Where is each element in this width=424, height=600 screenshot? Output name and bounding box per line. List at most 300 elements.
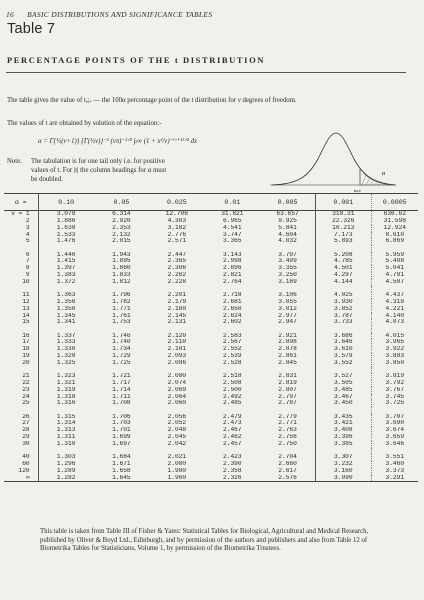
value-cell: 2.132 bbox=[112, 231, 131, 238]
value-cell: 3.421 bbox=[316, 420, 371, 427]
value-cell: 3.467 bbox=[316, 394, 371, 401]
value-cell: 2.750 bbox=[278, 440, 297, 447]
value-cell: 4.073 bbox=[371, 319, 418, 326]
value-cell: 1.671 bbox=[112, 460, 131, 467]
value-cell: 3.182 bbox=[167, 224, 187, 231]
value-cell: 3.106 bbox=[278, 292, 297, 299]
value-cell: 1.313 bbox=[38, 427, 93, 434]
value-cell: 1.303 bbox=[38, 454, 93, 461]
value-cell: 3.850 bbox=[371, 360, 418, 367]
value-cell: 3.646 bbox=[371, 441, 418, 448]
df-cell: 17 bbox=[22, 339, 30, 346]
value-cell: 4.501 bbox=[316, 265, 371, 272]
table-title: PERCENTAGE POINTS OF THE t DISTRIBUTION bbox=[7, 55, 266, 65]
df-cell: 16 bbox=[22, 332, 30, 339]
value-cell: 2.583 bbox=[223, 332, 242, 339]
table-row bbox=[4, 414, 418, 421]
value-cell: 1.706 bbox=[112, 413, 131, 420]
table-row bbox=[4, 238, 418, 245]
value-cell: 1.318 bbox=[38, 394, 93, 401]
value-cell: 3.883 bbox=[371, 353, 418, 360]
value-cell: 2.086 bbox=[167, 359, 187, 366]
table-row bbox=[4, 380, 418, 387]
value-cell: 3.733 bbox=[316, 319, 371, 326]
value-cell: 2.831 bbox=[278, 373, 297, 380]
value-cell: 4.015 bbox=[371, 333, 418, 340]
value-cell: 2.771 bbox=[278, 420, 297, 427]
note bbox=[7, 157, 232, 184]
table-row bbox=[4, 265, 418, 272]
value-cell: 2.048 bbox=[167, 427, 187, 434]
df-cell: 28 bbox=[22, 427, 30, 434]
df-cell: 25 bbox=[22, 400, 30, 407]
value-cell: 31.821 bbox=[221, 210, 244, 217]
value-cell: 1.812 bbox=[112, 278, 131, 285]
value-cell: 3.965 bbox=[371, 339, 418, 346]
value-cell: 1.725 bbox=[112, 359, 131, 366]
value-cell: 1.350 bbox=[38, 306, 93, 313]
value-cell: 2.467 bbox=[223, 427, 242, 434]
value-cell: 2.756 bbox=[278, 434, 297, 441]
value-cell: 12.706 bbox=[165, 210, 188, 217]
table-row bbox=[4, 292, 418, 299]
value-cell: 3.291 bbox=[371, 475, 418, 482]
df-cell: 19 bbox=[22, 353, 30, 360]
value-cell: 10.213 bbox=[316, 225, 371, 232]
value-cell: 2.650 bbox=[223, 305, 242, 312]
defining-equation: α = Γ{½(ν+1)} {Γ(½ν)}⁻¹ (νπ)⁻¹ᐟ² ∫ₜ∞ (1 + x²/ν)⁻⁽ᵛ⁺¹⁾ᐟ² dx bbox=[38, 138, 198, 145]
df-cell: 22 bbox=[22, 379, 30, 386]
value-cell: 2.069 bbox=[167, 386, 187, 393]
column-header: 0.10 bbox=[38, 194, 93, 211]
value-cell: 6.869 bbox=[371, 238, 418, 245]
value-cell: 2.567 bbox=[223, 339, 242, 346]
table-row bbox=[4, 427, 418, 434]
value-cell: 4.221 bbox=[371, 306, 418, 313]
value-cell: 2.462 bbox=[223, 434, 242, 441]
source-footnote: This table is taken from Table III of Fisher & Yates: Statistical Tables for Biological, Agricultural and Medical Research, published by Oliver & Boyd Ltd., Edinburgh, and by permission of the authors and publishers and also from Table 12 of Biometrika Tables for Statisticians, Volume 1, by permission of the Biometrika Trustees. bbox=[40, 528, 369, 553]
value-cell: 2.074 bbox=[167, 379, 187, 386]
value-cell: 1.960 bbox=[149, 475, 204, 482]
value-cell: 3.450 bbox=[316, 400, 371, 407]
value-cell: 2.021 bbox=[167, 454, 187, 461]
value-cell: 5.959 bbox=[371, 252, 418, 259]
table-row bbox=[4, 299, 418, 306]
value-cell: 2.878 bbox=[278, 346, 297, 353]
value-cell: 31.598 bbox=[371, 218, 418, 225]
value-cell: 2.358 bbox=[223, 467, 242, 474]
value-cell: 4.541 bbox=[223, 224, 242, 231]
df-cell: 30 bbox=[22, 440, 30, 447]
note-line-2: values of t. For |t| the column headings for α must bbox=[31, 167, 167, 174]
value-cell: 3.707 bbox=[371, 414, 418, 421]
value-cell: 1.337 bbox=[38, 333, 93, 340]
value-cell: 1.714 bbox=[112, 386, 131, 393]
value-cell: 2.479 bbox=[223, 413, 242, 420]
value-cell: 2.998 bbox=[223, 258, 242, 265]
value-cell: 1.886 bbox=[38, 218, 93, 225]
value-cell: 12.924 bbox=[371, 225, 418, 232]
df-cell: 20 bbox=[22, 359, 30, 366]
value-cell: 3.707 bbox=[278, 251, 297, 258]
value-cell: 1.833 bbox=[112, 272, 131, 279]
value-cell: 2.660 bbox=[278, 460, 297, 467]
value-cell: 3.852 bbox=[316, 306, 371, 313]
value-cell: 2.179 bbox=[167, 298, 187, 305]
value-cell: 6.965 bbox=[223, 217, 242, 224]
value-cell: 1.782 bbox=[112, 298, 131, 305]
value-cell: 3.396 bbox=[316, 434, 371, 441]
value-cell: 3.792 bbox=[371, 380, 418, 387]
df-cell: 18 bbox=[22, 346, 30, 353]
value-cell: 2.571 bbox=[167, 238, 187, 245]
value-cell: 1.980 bbox=[167, 467, 187, 474]
value-cell: 3.232 bbox=[316, 461, 371, 468]
df-cell: 9 bbox=[25, 272, 30, 279]
value-cell: 2.576 bbox=[260, 475, 315, 482]
table-row bbox=[4, 211, 418, 218]
value-cell: 2.045 bbox=[167, 434, 187, 441]
df-cell: 6 bbox=[25, 251, 30, 258]
value-cell: 1.895 bbox=[112, 258, 131, 265]
value-cell: 3.355 bbox=[278, 265, 297, 272]
value-cell: 4.587 bbox=[371, 279, 418, 286]
df-cell: 24 bbox=[22, 393, 30, 400]
value-cell: 2.624 bbox=[223, 312, 242, 319]
value-cell: 1.282 bbox=[38, 475, 93, 482]
value-cell: 3.499 bbox=[278, 258, 297, 265]
value-cell: 2.473 bbox=[223, 420, 242, 427]
value-cell: 2.947 bbox=[278, 319, 297, 326]
df-cell: 4 bbox=[25, 231, 30, 238]
df-cell: 8 bbox=[25, 265, 30, 272]
value-cell: 2.120 bbox=[167, 332, 187, 339]
value-cell: 1.717 bbox=[112, 379, 131, 386]
df-cell: 15 bbox=[22, 319, 30, 326]
value-cell: 3.365 bbox=[223, 238, 242, 245]
value-cell: 2.617 bbox=[278, 467, 297, 474]
value-cell: 2.797 bbox=[278, 393, 297, 400]
df-cell: 10 bbox=[22, 278, 30, 285]
value-cell: 1.721 bbox=[112, 373, 131, 380]
value-cell: 3.143 bbox=[223, 251, 242, 258]
value-cell: 63.657 bbox=[276, 210, 299, 217]
value-cell: 2.228 bbox=[167, 278, 187, 285]
value-cell: 1.771 bbox=[112, 305, 131, 312]
table-number: Table 7 bbox=[7, 21, 56, 37]
value-cell: 2.326 bbox=[205, 475, 260, 482]
running-title: BASIC DISTRIBUTIONS AND SIGNIFICANCE TABLES bbox=[27, 10, 213, 19]
table-row bbox=[4, 468, 418, 475]
value-cell: 2.539 bbox=[223, 353, 242, 360]
table-row bbox=[4, 272, 418, 279]
table-header-row bbox=[4, 194, 418, 211]
df-cell: 5 bbox=[25, 238, 30, 245]
value-cell: 1.753 bbox=[112, 319, 131, 326]
table-row bbox=[4, 475, 418, 482]
value-cell: 1.363 bbox=[38, 292, 93, 299]
note-line-1: The tabulation is for one tail only i.e. for positive bbox=[31, 158, 165, 165]
value-cell: 2.306 bbox=[167, 265, 187, 272]
value-cell: 2.602 bbox=[223, 319, 242, 326]
value-cell: 2.492 bbox=[223, 393, 242, 400]
value-cell: 3.090 bbox=[316, 475, 371, 482]
alpha-header-label: α = bbox=[4, 194, 38, 211]
value-cell: 1.943 bbox=[112, 251, 131, 258]
value-cell: 2.101 bbox=[167, 346, 187, 353]
value-cell: 1.328 bbox=[38, 353, 93, 360]
value-cell: 3.551 bbox=[371, 454, 418, 461]
value-cell: 1.397 bbox=[38, 265, 93, 272]
value-cell: 3.169 bbox=[278, 278, 297, 285]
value-cell: 4.297 bbox=[316, 272, 371, 279]
value-cell: 8.610 bbox=[371, 232, 418, 239]
df-cell: 11 bbox=[22, 292, 30, 299]
df-cell: 14 bbox=[22, 312, 30, 319]
table-row bbox=[4, 373, 418, 380]
column-header: 0.001 bbox=[316, 194, 371, 211]
table-row bbox=[4, 441, 418, 448]
value-cell: 22.326 bbox=[316, 218, 371, 225]
value-cell: 2.080 bbox=[167, 373, 187, 380]
table-body bbox=[4, 211, 418, 482]
value-cell: 3.385 bbox=[316, 441, 371, 448]
t-table bbox=[4, 193, 418, 482]
title-rule bbox=[6, 72, 406, 73]
value-cell: 1.761 bbox=[112, 312, 131, 319]
df-cell: ∞ bbox=[4, 475, 38, 482]
table-row bbox=[4, 333, 418, 340]
value-cell: 3.930 bbox=[316, 299, 371, 306]
value-cell: 1.729 bbox=[112, 353, 131, 360]
value-cell: 1.333 bbox=[38, 339, 93, 346]
value-cell: 2.160 bbox=[167, 305, 187, 312]
value-cell: 2.365 bbox=[167, 258, 187, 265]
value-cell: 2.042 bbox=[167, 440, 187, 447]
table-row bbox=[4, 420, 418, 427]
df-cell: 12 bbox=[22, 298, 30, 305]
value-cell: 4.144 bbox=[316, 279, 371, 286]
value-cell: 3.787 bbox=[316, 313, 371, 320]
value-cell: 3.725 bbox=[371, 400, 418, 407]
value-cell: 318.31 bbox=[316, 211, 371, 218]
value-cell: 2.977 bbox=[278, 312, 297, 319]
table-row bbox=[4, 279, 418, 286]
t-label: tα;ν bbox=[354, 188, 361, 193]
value-cell: 1.699 bbox=[112, 434, 131, 441]
value-cell: 2.518 bbox=[223, 373, 242, 380]
table-row bbox=[4, 218, 418, 225]
value-cell: 3.690 bbox=[371, 420, 418, 427]
value-cell: 3.610 bbox=[316, 346, 371, 353]
table-row bbox=[4, 461, 418, 468]
df-cell: 26 bbox=[22, 413, 30, 420]
value-cell: 4.140 bbox=[371, 313, 418, 320]
page-number: 16 bbox=[6, 10, 15, 19]
df-cell: 3 bbox=[25, 224, 30, 231]
value-cell: 1.476 bbox=[38, 238, 93, 245]
value-cell: 1.319 bbox=[38, 387, 93, 394]
value-cell: 1.316 bbox=[38, 400, 93, 407]
table-row bbox=[4, 339, 418, 346]
value-cell: 1.314 bbox=[38, 420, 93, 427]
value-cell: 2.145 bbox=[167, 312, 187, 319]
value-cell: 1.658 bbox=[112, 467, 131, 474]
value-cell: 2.861 bbox=[278, 353, 297, 360]
value-cell: 1.697 bbox=[112, 440, 131, 447]
df-cell: 23 bbox=[22, 386, 30, 393]
table-row bbox=[4, 454, 418, 461]
table-row bbox=[4, 225, 418, 232]
value-cell: 3.674 bbox=[371, 427, 418, 434]
value-cell: 3.659 bbox=[371, 434, 418, 441]
value-cell: 2.052 bbox=[167, 420, 187, 427]
value-cell: 3.686 bbox=[316, 333, 371, 340]
value-cell: 3.307 bbox=[316, 454, 371, 461]
value-cell: 3.747 bbox=[223, 231, 242, 238]
t-distribution-curve-figure bbox=[268, 123, 398, 193]
value-cell: 1.311 bbox=[38, 434, 93, 441]
value-cell: 2.845 bbox=[278, 359, 297, 366]
value-cell: 2.201 bbox=[167, 292, 187, 299]
value-cell: 1.703 bbox=[112, 420, 131, 427]
df-cell: 7 bbox=[25, 258, 30, 265]
values-line: The values of t are obtained by solution of the equation:- bbox=[7, 120, 162, 127]
df-cell: ν = 1 bbox=[11, 210, 30, 217]
value-cell: 1.325 bbox=[38, 360, 93, 367]
df-cell: 60 bbox=[22, 460, 30, 467]
value-cell: 1.315 bbox=[38, 414, 93, 421]
value-cell: 2.898 bbox=[278, 339, 297, 346]
column-header: 0.01 bbox=[205, 194, 260, 211]
value-cell: 5.208 bbox=[316, 252, 371, 259]
value-cell: 1.796 bbox=[112, 292, 131, 299]
value-cell: 3.485 bbox=[316, 387, 371, 394]
column-header: 0.005 bbox=[260, 194, 315, 211]
value-cell: 3.435 bbox=[316, 414, 371, 421]
table-row bbox=[4, 346, 418, 353]
value-cell: 2.920 bbox=[112, 217, 131, 224]
value-cell: 1.734 bbox=[112, 346, 131, 353]
value-cell: 3.745 bbox=[371, 394, 418, 401]
value-cell: 2.000 bbox=[167, 460, 187, 467]
value-cell: 2.821 bbox=[223, 272, 242, 279]
table-row bbox=[4, 232, 418, 239]
value-cell: 4.437 bbox=[371, 292, 418, 299]
table-row bbox=[4, 400, 418, 407]
value-cell: 3.646 bbox=[316, 339, 371, 346]
value-cell: 2.681 bbox=[223, 298, 242, 305]
table-row bbox=[4, 360, 418, 367]
column-header: 0.025 bbox=[149, 194, 204, 211]
value-cell: 3.460 bbox=[371, 461, 418, 468]
value-cell: 1.310 bbox=[38, 441, 93, 448]
table-row bbox=[4, 258, 418, 265]
value-cell: 2.015 bbox=[112, 238, 131, 245]
table-row bbox=[4, 394, 418, 401]
value-cell: 2.500 bbox=[223, 386, 242, 393]
value-cell: 3.408 bbox=[316, 427, 371, 434]
value-cell: 2.110 bbox=[167, 339, 187, 346]
note-label: Note. bbox=[7, 158, 22, 165]
value-cell: 2.060 bbox=[167, 400, 187, 407]
value-cell: 1.345 bbox=[38, 313, 93, 320]
value-cell: 4.318 bbox=[371, 299, 418, 306]
value-cell: 2.056 bbox=[167, 413, 187, 420]
value-cell: 3.527 bbox=[316, 373, 371, 380]
value-cell: 4.785 bbox=[316, 258, 371, 265]
value-cell: 1.708 bbox=[112, 400, 131, 407]
value-cell: 2.447 bbox=[167, 251, 187, 258]
df-cell: 120 bbox=[18, 467, 30, 474]
density-curve bbox=[272, 133, 396, 185]
table-row bbox=[4, 306, 418, 313]
df-cell: 40 bbox=[22, 454, 30, 461]
value-cell: 1.860 bbox=[112, 265, 131, 272]
value-cell: 2.718 bbox=[223, 292, 242, 299]
alpha-label: α bbox=[382, 171, 386, 177]
value-cell: 1.746 bbox=[112, 332, 131, 339]
value-cell: 2.787 bbox=[278, 400, 297, 407]
value-cell: 2.779 bbox=[278, 413, 297, 420]
value-cell: 1.296 bbox=[38, 461, 93, 468]
value-cell: 1.533 bbox=[38, 232, 93, 239]
value-cell: 3.055 bbox=[278, 298, 297, 305]
value-cell: 2.508 bbox=[223, 379, 242, 386]
table-row bbox=[4, 353, 418, 360]
value-cell: 2.457 bbox=[223, 440, 242, 447]
table-row bbox=[4, 387, 418, 394]
running-head bbox=[6, 10, 212, 19]
value-cell: 1.321 bbox=[38, 380, 93, 387]
value-cell: 2.552 bbox=[223, 346, 242, 353]
value-cell: 2.896 bbox=[223, 265, 242, 272]
value-cell: 1.356 bbox=[38, 299, 93, 306]
value-cell: 2.131 bbox=[167, 319, 187, 326]
value-cell: 3.160 bbox=[316, 468, 371, 475]
value-cell: 1.289 bbox=[38, 468, 93, 475]
value-cell: 1.740 bbox=[112, 339, 131, 346]
df-cell: 29 bbox=[22, 434, 30, 441]
value-cell: 1.372 bbox=[38, 279, 93, 286]
value-cell: 2.064 bbox=[167, 393, 187, 400]
value-cell: 2.262 bbox=[167, 272, 187, 279]
value-cell: 5.408 bbox=[371, 258, 418, 265]
value-cell: 3.579 bbox=[316, 353, 371, 360]
value-cell: 2.528 bbox=[223, 359, 242, 366]
value-cell: 7.173 bbox=[316, 232, 371, 239]
value-cell: 1.330 bbox=[38, 346, 93, 353]
value-cell: 3.552 bbox=[316, 360, 371, 367]
value-cell: 4.781 bbox=[371, 272, 418, 279]
value-cell: 1.323 bbox=[38, 373, 93, 380]
value-cell: 1.645 bbox=[94, 475, 149, 482]
value-cell: 2.776 bbox=[167, 231, 187, 238]
value-cell: 3.922 bbox=[371, 346, 418, 353]
df-cell: 13 bbox=[22, 305, 30, 312]
note-line-3: be doubled. bbox=[31, 176, 63, 183]
value-cell: 1.711 bbox=[112, 393, 131, 400]
value-cell: 2.807 bbox=[278, 386, 297, 393]
value-cell: 1.684 bbox=[112, 454, 131, 461]
value-cell: 3.373 bbox=[371, 468, 418, 475]
value-cell: 4.604 bbox=[278, 231, 297, 238]
value-cell: 2.093 bbox=[167, 353, 187, 360]
table-row bbox=[4, 313, 418, 320]
value-cell: 1.638 bbox=[38, 225, 93, 232]
df-cell: 21 bbox=[22, 373, 30, 380]
value-cell: 636.62 bbox=[371, 211, 418, 218]
